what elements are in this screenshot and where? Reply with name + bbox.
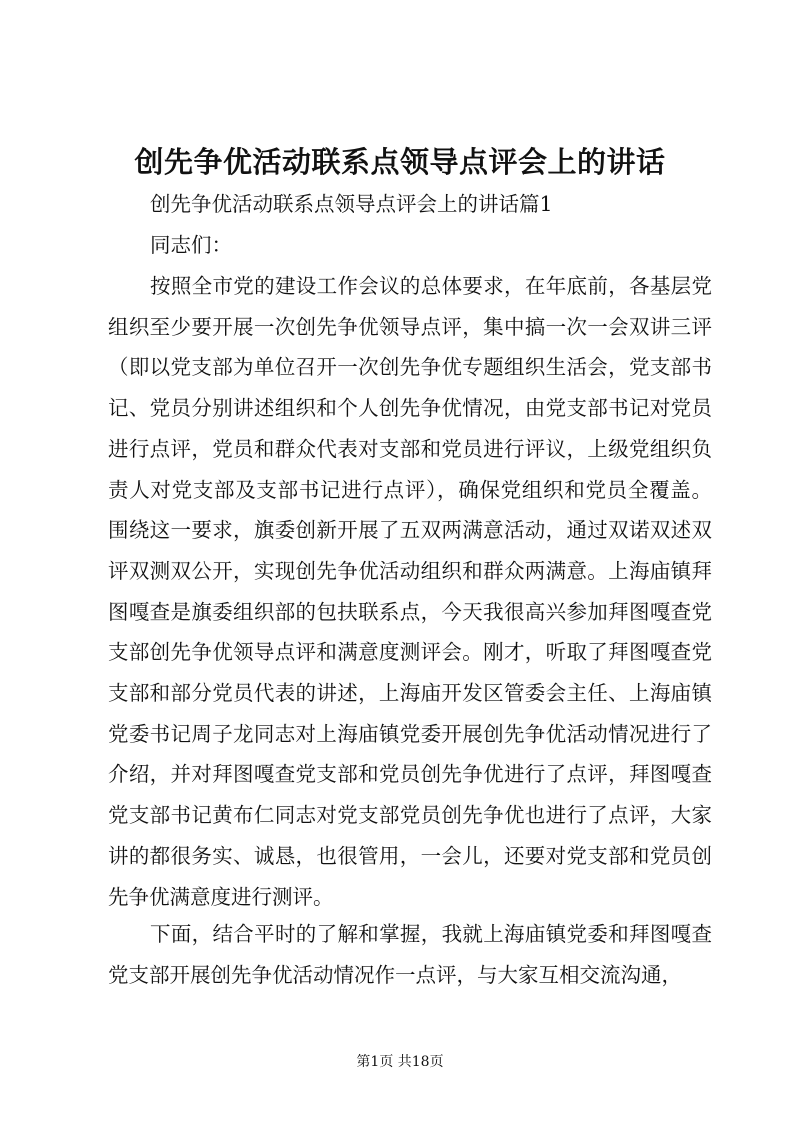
page-footer: 第1页 共18页 xyxy=(356,1054,444,1070)
body-paragraph: 下面，结合平时的了解和掌握，我就上海庙镇党委和拜图嘎查党支部开展创先争优活动情况作一点评，与大家互相交流沟通， xyxy=(108,922,712,987)
body-paragraph: 按照全市党的建设工作会议的总体要求，在年底前，各基层党组织至少要开展一次创先争优领导点评，集中搞一次一会双讲三评（即以党支部为单位召开一次创先争优专题组织生活会，党支部书记、党员分别讲述组织和个人创先争优情况，由党支部书记对党员进行点评，党员和群众代表对支部和党员进行评议，上级党组织负责人对党支部及支部书记进行点评），确保党组织和党员全覆盖。围绕这一要求，旗委创新开展了五双两满意活动，通过双诺双述双评双测双公开，实现创先争优活动组织和群众两满意。上海庙镇拜图嘎查是旗委组织部的包扶联系点，今天我很高兴参加拜图嘎查党支部创先争优领导点评和满意度测评会。刚才，听取了拜图嘎查党支部和部分党员代表的讲述，上海庙开发区管委会主任、上海庙镇党委书记周子龙同志对上海庙镇党委开展创先争优活动情况进行了介绍，并对拜图嘎查党支部和党员创先争优进行了点评，拜图嘎查党支部书记黄布仁同志对党支部党员创先争优也进行了点评，大家讲的都很务实、诚恳，也很管用，一会儿，还要对党支部和党员创先争优满意度进行测评。 xyxy=(108,274,712,909)
document-title: 创先争优活动联系点领导点评会上的讲话 xyxy=(134,145,666,179)
document-subtitle: 创先争优活动联系点领导点评会上的讲话篇1 xyxy=(150,192,553,216)
salutation: 同志们： xyxy=(150,233,232,257)
